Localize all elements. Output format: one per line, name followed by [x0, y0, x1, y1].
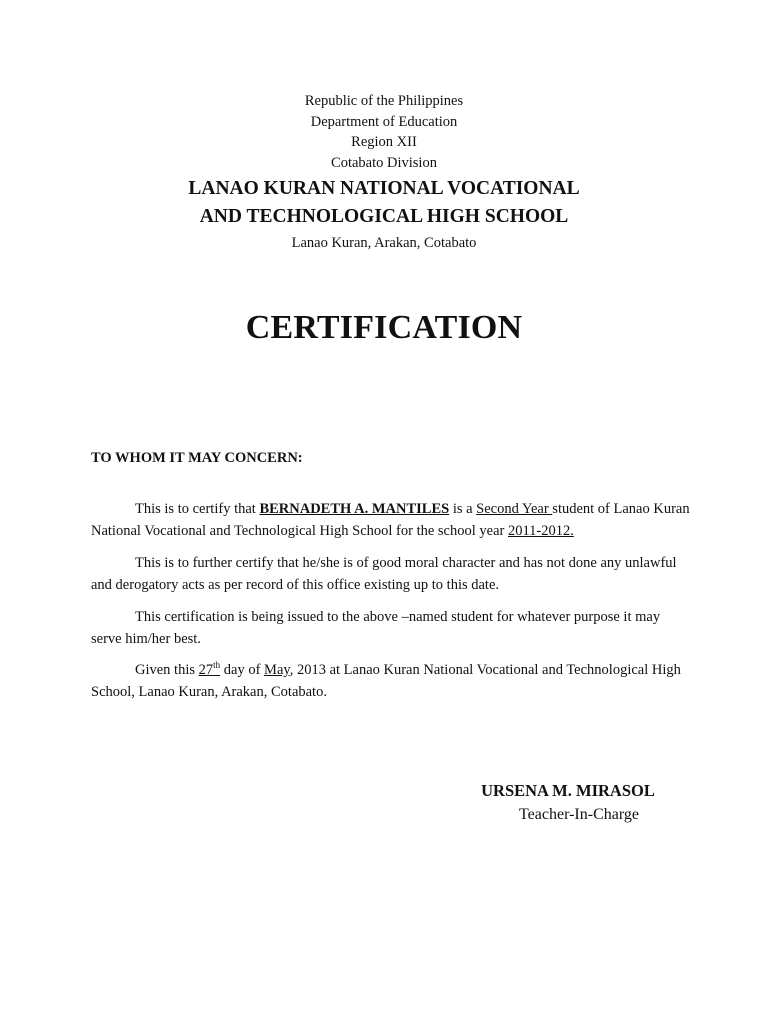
p1-text-a: This is to certify that: [135, 501, 260, 517]
letterhead-country: Republic of the Philippines: [304, 93, 464, 109]
signatory-name: URSENA M. MIRASOL: [481, 781, 655, 800]
paragraph-purpose: [91, 607, 691, 650]
school-name-line2: AND TECHNOLOGICAL HIGH SCHOOL: [199, 206, 569, 227]
p1-text-b: is a: [449, 501, 477, 517]
p1-text-c: student of Lanao Kuran National Vocational and Technological High School for the school year: [91, 501, 690, 539]
paragraph-moral-character: [91, 553, 691, 596]
letterhead-region: Region XII: [351, 134, 417, 150]
school-address: Lanao Kuran, Arakan, Cotabato: [291, 235, 477, 251]
p4-text-b: day of: [220, 662, 265, 678]
issue-day-number: 27: [198, 662, 214, 678]
p2-text: This is to further certify that he/she is of good moral character and has not done any unlawful and derogatory acts as per record of this office existing up to this date.: [91, 555, 677, 593]
paragraph-enrollment: [91, 499, 691, 542]
letterhead: [0, 91, 768, 253]
school-year: 2011-2012.: [507, 522, 574, 539]
p4-text-a: Given this: [135, 662, 199, 678]
paragraph-issue-date: [91, 660, 691, 703]
signature-block: [430, 779, 740, 827]
salutation: TO WHOM IT MAY CONCERN:: [91, 450, 303, 466]
issue-day-suffix: th: [213, 660, 221, 671]
letterhead-department: Department of Education: [310, 113, 458, 130]
p3-text: This certification is being issued to the above –named student for whatever purpose it may serve him/her best.: [91, 609, 661, 647]
issue-month: May: [264, 662, 290, 678]
year-level: Second Year: [476, 501, 553, 517]
document-title: CERTIFICATION: [245, 309, 523, 346]
signatory-title: Teacher-In-Charge: [519, 806, 639, 823]
letterhead-division: Cotabato Division: [331, 154, 437, 171]
issue-day: [199, 662, 221, 678]
p4-text-c: , 2013 at Lanao Kuran National Vocational and Technological High School, Lanao Kuran, Arakan, Cotabato.: [91, 662, 681, 700]
student-name: BERNADETH A. MANTILES: [259, 501, 450, 517]
school-name-line1: LANAO KURAN NATIONAL VOCATIONAL: [188, 178, 580, 199]
